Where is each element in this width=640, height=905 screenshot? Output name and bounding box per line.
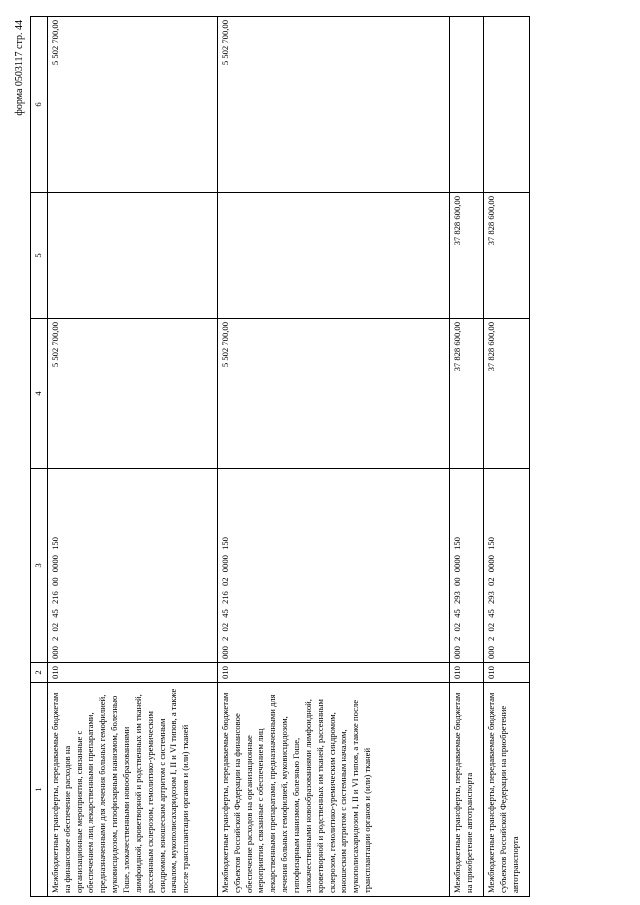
budget-code: 000 2 02 45 293 00 0000 150 bbox=[449, 469, 483, 663]
approved-amount: 5 502 700,00 bbox=[217, 319, 449, 469]
approved-amount: 37 828 600,00 bbox=[449, 319, 483, 469]
approved-amount: 37 828 600,00 bbox=[483, 319, 529, 469]
column-number: 5 bbox=[31, 193, 48, 319]
line-code: 010 bbox=[483, 663, 529, 683]
line-code: 010 bbox=[449, 663, 483, 683]
line-code: 010 bbox=[47, 663, 217, 683]
column-number: 6 bbox=[31, 17, 48, 193]
executed-amount bbox=[47, 193, 217, 319]
column-number-row bbox=[31, 17, 48, 897]
row-name: Межбюджетные трансферты, передаваемые бюджетам на приобретение автотранспорта bbox=[449, 683, 483, 897]
row-name: Межбюджетные трансферты, передаваемые бюджетам на финансовое обеспечение расходов на организационные мероприятия, связанные с обеспечением лиц лекарственными препаратами, предназначенными для лечения больных гемофилией, муковисцидозом, гипофизарным нанизмом, болезнью Гоше, злокачественными новообразованиями лимфоидной, кроветворной и родственных им тканей, рассеянным склерозом, гемолитико-уремическим синдромом, юношеским артритом с системным началом, мукополисахаридозом I, II и VI типов, а также после трансплантации органов и (или) тканей bbox=[47, 683, 217, 897]
budget-code: 000 2 02 45 293 02 0000 150 bbox=[483, 469, 529, 663]
unexecuted-amount bbox=[449, 17, 483, 193]
row-name: Межбюджетные трансферты, передаваемые бюджетам субъектов Российской Федерации на финансовое обеспечение расходов на организационные мероприятия, связанные с обеспечением лиц лекарственными препаратами, предназначенными для лечения больных гемофилией, муковисцидозом, гипофизарным нанизмом, болезнью Гоше, злокачественными новообразованиями лимфоидной, кроветворной и родственных им тканей, рассеянным склерозом, гемолитико-уремическим синдромом, юношеским артритом с системным началом, мукополисахаридозом I, II и VI типов, а также после трансплантации органов и (или) тканей bbox=[217, 683, 449, 897]
column-number: 4 bbox=[31, 319, 48, 469]
column-number: 2 bbox=[31, 663, 48, 683]
unexecuted-amount: 5 502 700,00 bbox=[217, 17, 449, 193]
unexecuted-amount bbox=[483, 17, 529, 193]
column-number: 1 bbox=[31, 683, 48, 897]
budget-code: 000 2 02 45 216 00 0000 150 bbox=[47, 469, 217, 663]
approved-amount: 5 502 700,00 bbox=[47, 319, 217, 469]
budget-code: 000 2 02 45 216 02 0000 150 bbox=[217, 469, 449, 663]
executed-amount: 37 828 600,00 bbox=[483, 193, 529, 319]
executed-amount: 37 828 600,00 bbox=[449, 193, 483, 319]
unexecuted-amount: 5 502 700,00 bbox=[47, 17, 217, 193]
row-name: Межбюджетные трансферты, передаваемые бюджетам субъектов Российской Федерации на приобретение автотранспорта bbox=[483, 683, 529, 897]
report-table bbox=[30, 16, 530, 897]
table-row bbox=[217, 17, 449, 897]
table-row bbox=[449, 17, 483, 897]
column-number: 3 bbox=[31, 469, 48, 663]
executed-amount bbox=[217, 193, 449, 319]
line-code: 010 bbox=[217, 663, 449, 683]
table-row bbox=[483, 17, 529, 897]
table-row bbox=[47, 17, 217, 897]
page-header: форма 0503117 стр. 44 bbox=[14, 20, 25, 116]
